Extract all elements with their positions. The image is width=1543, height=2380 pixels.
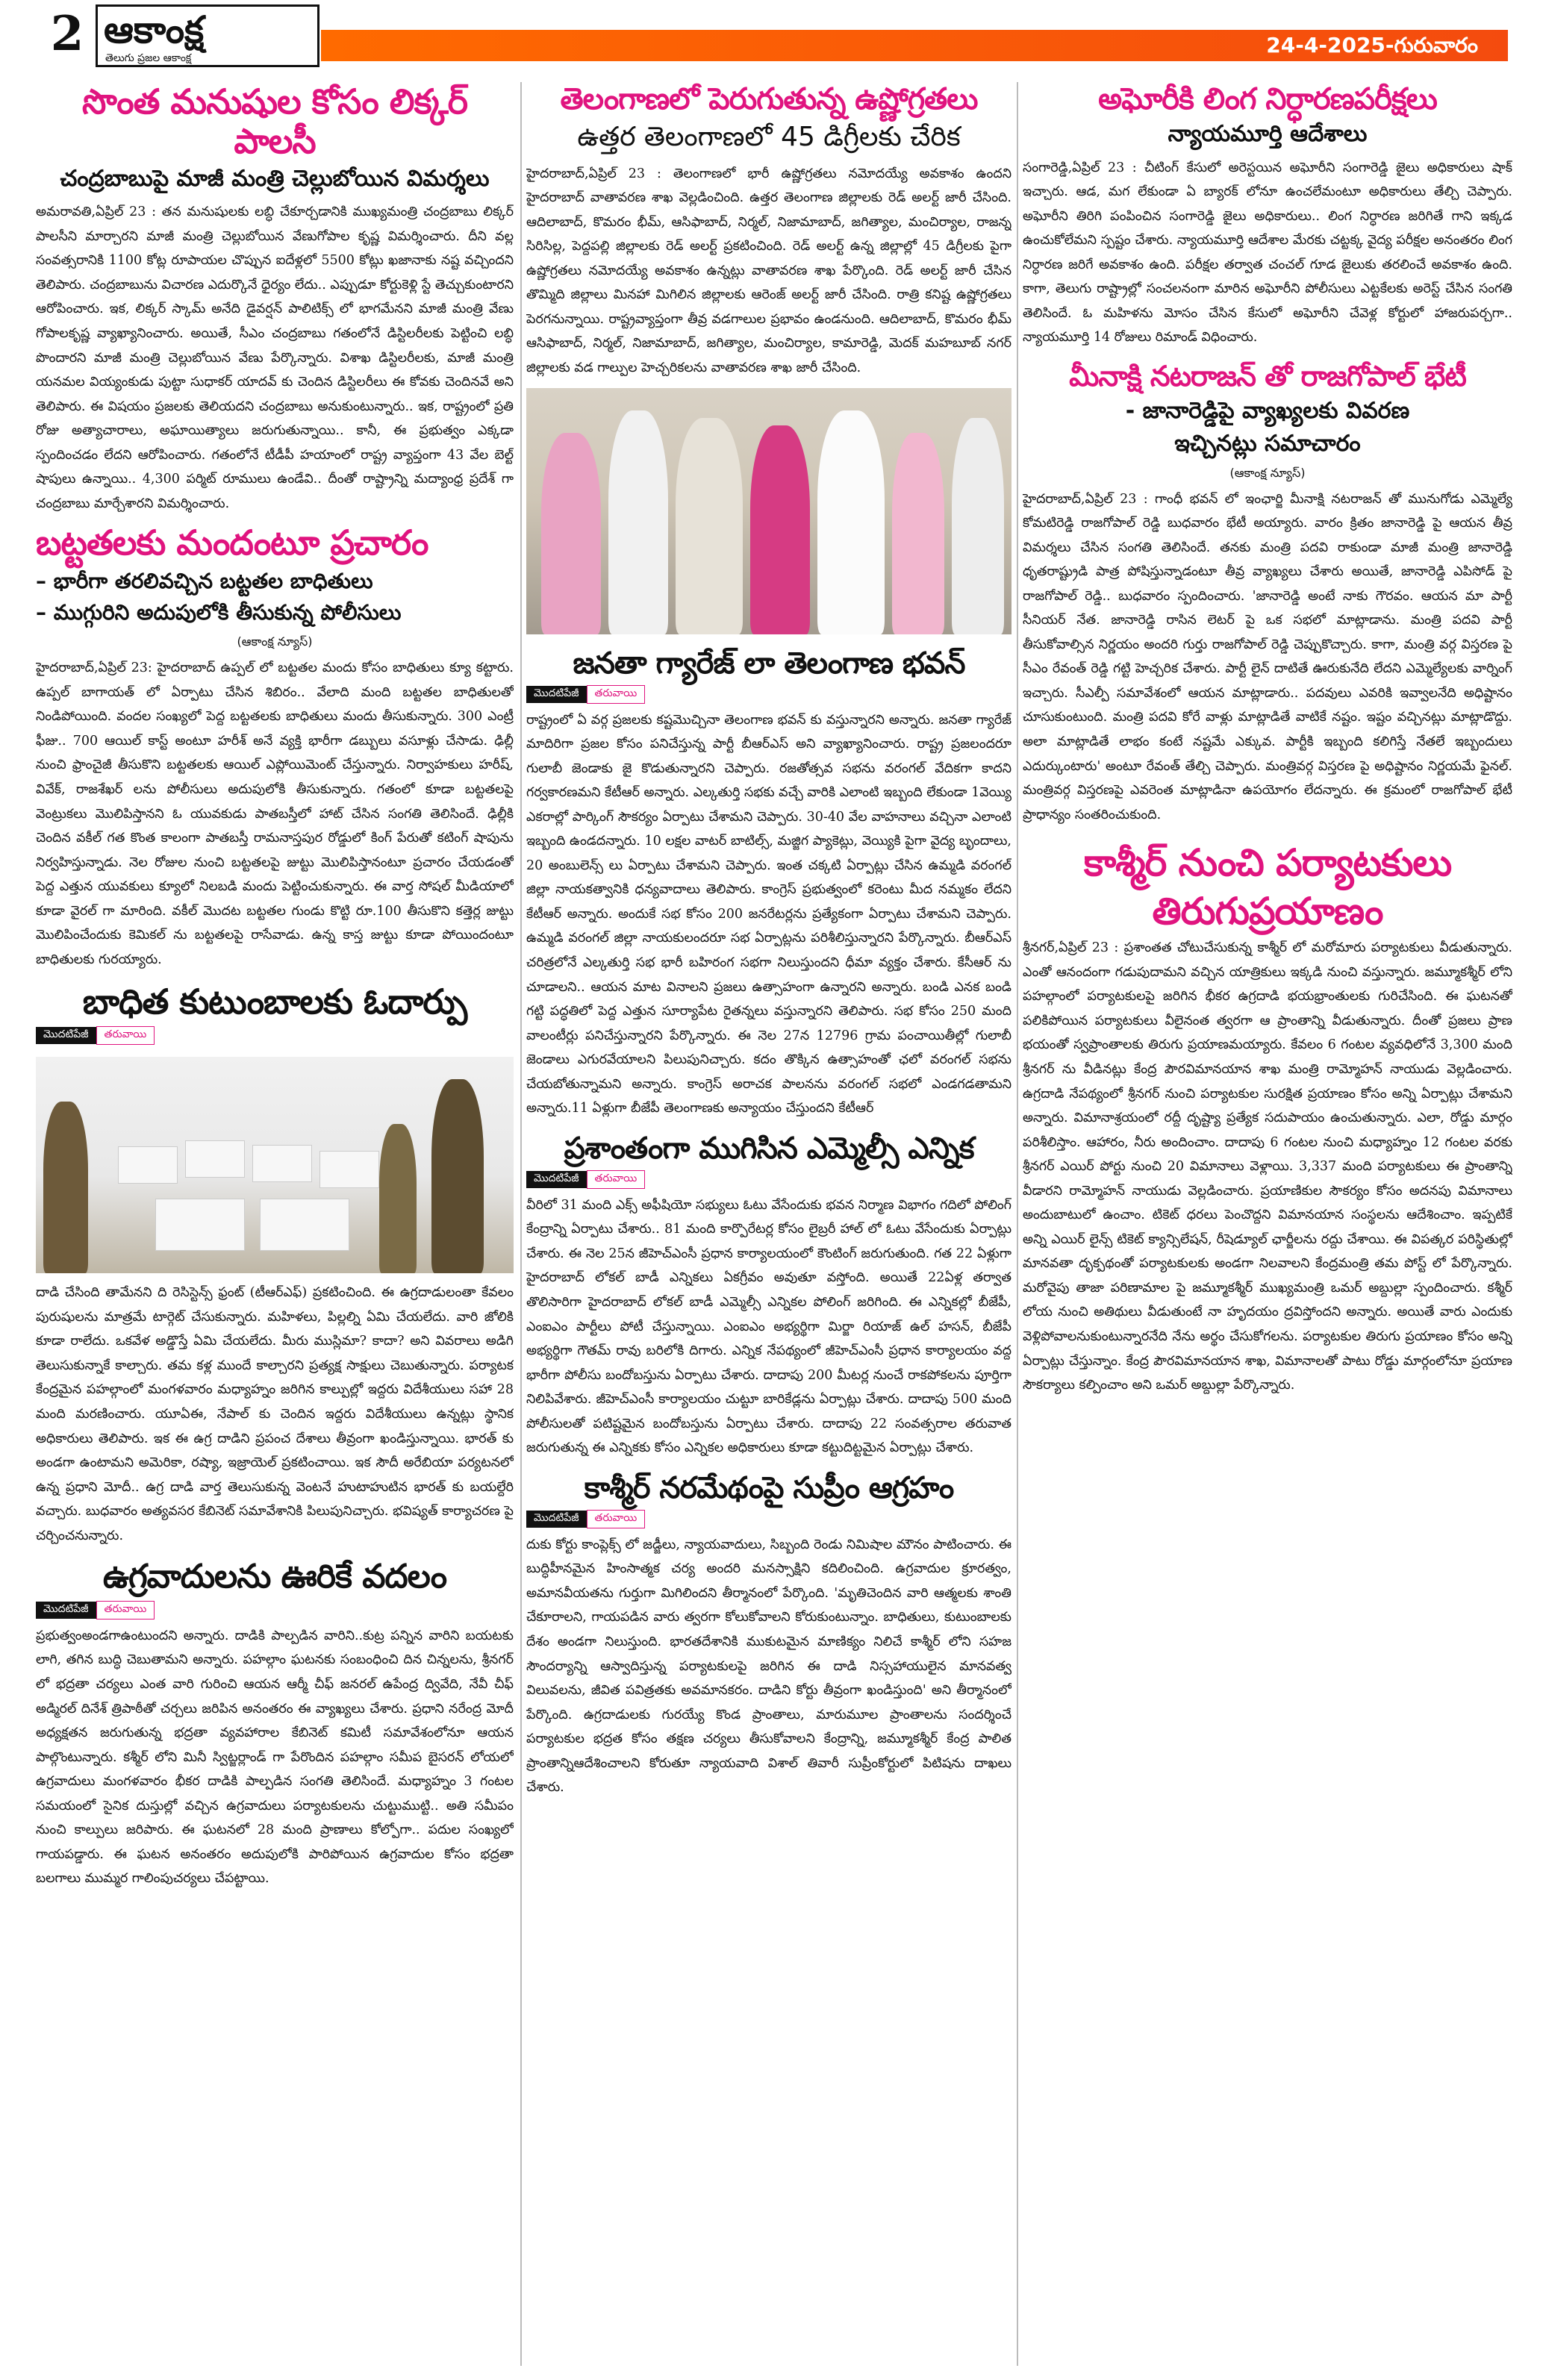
continued-tag	[36, 1026, 155, 1045]
article-body: వీరిలో 31 మంది ఎక్స్ అఫీషియో సభ్యులు ఓటు వేసేందుకు భవన నిర్మాణ విభాగం గదిలో పోలింగ్ కేంద్రాన్ని ఏర్పాటు చేశారు.. 81 మంది కార్పొరేటర్ల కోసం లైబ్రరీ హాల్ లో ఓటు వేసేందుకు ఏర్పాట్లు చేశారు. ఈ నెల 25న జీహెచ్ఎంసీ ప్రధాన కార్యాలయంలో కౌంటింగ్ జరుగుతుంది. గత 22 ఏళ్లుగా హైదరాబాద్ లోకల్ బాడీ ఎన్నికలు ఏకగ్రీవం అవుతూ వస్తోంది. అయితే 22ఏళ్ల తర్వాత తొలిసారిగా హైదరాబాద్ లోకల్ బాడీ ఎమ్మెల్సీ ఎన్నికల పోలింగ్ జరిగింది. ఈ ఎన్నికల్లో బీజేపీ, ఎంఐఎం పార్టీలు పోటీ చేస్తున్నాయి. ఎంఐఎం అభ్యర్థిగా మిర్జా రియాజ్ ఉల్ హసన్, బీజేపీ అభ్యర్థిగా గౌతమ్ రావు బరిలోకి దిగారు. ఎన్నిక నేపథ్యంలో జీహెచ్ఎంసీ ప్రధాన కార్యాలయం వద్ద భారీగా పోలీసు బందోబస్తును ఏర్పాటు చేశారు. దాదాపు 200 మీటర్ల నుంచే రాకపోకలను పూర్తిగా నిలిపివేశారు. జీహెచ్ఎంసీ కార్యాలయం చుట్టూ బారికేడ్లను ఏర్పాట్లు చేశారు. దాదాపు 500 మంది పోలీసులతో పటిష్టమైన బందోబస్తును ఏర్పాటు చేశారు. దాదాపు 22 సంవత్సరాల తరువాత జరుగుతున్న ఈ ఎన్నికకు కోసం ఎన్నికల అధికారులు కూడా కట్టుదిట్టమైన ఏర్పాట్లు చేశారు.	[526, 1197, 1011, 1456]
tribute-photo	[36, 1057, 514, 1273]
article-telangana-heat	[526, 82, 1011, 634]
tag-second: తరువాయి	[96, 1026, 155, 1045]
subhead: చంద్రబాబుపై మాజీ మంత్రి చెల్లుబోయిన విమర్శలు	[60, 165, 490, 192]
headline: సొంత మనుషుల కోసం లిక్కర్ పాలసీ	[81, 82, 468, 161]
coffin-shape	[260, 1199, 349, 1251]
article-janatha-garage	[526, 646, 1011, 1121]
article-body: సంగారెడ్డి,ఏప్రిల్ 23 : చీటింగ్ కేసులో అరెస్టయిన అఘోరీని సంగారెడ్డి జైలు అధికారులు షాక్ ఇచ్చారు. ఆడ, మగ లేకుండా ఏ బ్యారక్ లోనూ ఉంచలేమంటూ అధికారులు తేల్చి చెప్పారు. అఘోరీని తిరిగి పంపించిన సంగారెడ్డి జైలు అధికారులు.. లింగ నిర్ధారణ జరిగితే గాని ఇక్కడ ఉంచుకోలేమని స్పష్టం చేశారు. న్యాయమూర్తి ఆదేశాల మేరకు చట్టక్క వైద్య పరీక్షల అనంతరం లింగ నిర్ధారణ జరిగే అవకాశం ఉంది. పరీక్షల తర్వాత చంచల్ గూడ జైలుకు తరలించే అవకాశం ఉంది. కాగా, తెలుగు రాష్ట్రాల్లో సంచలనంగా మారిన అఘోరీని పోలీసులు ఎట్టకేలకు అరెస్ట్ చేసిన సంగతి తెలిసిందే. ఓ మహిళను మోసం చేసిన కేసులో అఘోరీని చేవెళ్ల కోర్టులో హాజరుపర్చగా.. న్యాయమూర్తి 14 రోజులు రిమాండ్ విధించారు.	[1023, 160, 1512, 346]
subhead: ఉత్తర తెలంగాణలో 45 డిగ్రీలకు చేరిక	[577, 122, 961, 152]
article-mlc-election	[526, 1131, 1011, 1461]
guard-figure	[43, 1102, 88, 1273]
subhead: - జానారెడ్డిపై వ్యాఖ్యలకు వివరణ	[1125, 397, 1410, 424]
headline: బాధిత కుటుంబాలకు ఓదార్పు	[82, 981, 467, 1022]
byline: (ఆకాంక్ష న్యూస్)	[237, 634, 313, 649]
column-left	[36, 82, 514, 2366]
column-divider	[520, 82, 522, 2366]
article-rajagopal-meeting	[1023, 360, 1512, 827]
article-body: ప్రభుత్వంఅండగాఉంటుందని అన్నారు. దాడికి పాల్పడిన వారిని..కుట్ర పన్నిన వారిని బయటకు లాగి, తగిన బుద్ధి చెబుతామని అన్నారు. పహల్గాం ఘటనకు సంబంధించి దిన చిన్నలను, శ్రీనగర్ లో భద్రతా చర్యలు ఎంత వారి గురించి ఆయన ఆర్మీ చీఫ్ జనరల్ ఉపేంద్ర ద్వివేది, నేవీ చీఫ్ అడ్మిరల్ దినేశ్ త్రిపాఠీతో చర్చలు జరిపిన అనంతరం ఈ వ్యాఖ్యలు చేశారు. ప్రధాని నరేంద్ర మోదీ అధ్యక్షతన జరుగుతున్న భద్రతా వ్యవహారాల కేబినెట్ కమిటీ సమావేశంలోనూ ఆయన పాల్గొంటున్నారు. కశ్మీర్ లోని మినీ స్విట్జర్లాండ్ గా పేరొందిన పహల్గాం సమీప బైసరన్ లోయలో ఉగ్రవాదులు మంగళవారం భీకర దాడికి పాల్పడిన సంగతి తెలిసిందే. మధ్యాహ్నం 3 గంటల సమయంలో సైనిక దుస్తుల్లో వచ్చిన ఉగ్రవాదులు పర్యాటకులను చుట్టుముట్టి.. అతి సమీపం నుంచి కాల్పులు జరిపారు. ఈ ఘటనలో 28 మంది ప్రాణాలు కోల్పోగా.. పదుల సంఖ్యలో గాయపడ్డారు. ఈ ఘటన అనంతరం అదుపులోకి పారిపోయిన ఉగ్రవాదుల కోసం భద్రతా బలగాలు ముమ్మర గాలింపుచర్యలు చేపట్టాయి.	[36, 1628, 514, 1887]
column-right	[1023, 82, 1512, 2366]
person-figure	[952, 418, 1004, 634]
headline: అఘోరీకి లింగ నిర్ధారణపరీక్షలు	[1098, 82, 1437, 116]
header-band	[321, 30, 1508, 61]
logo-text: ఆకాంక్ష	[104, 8, 205, 51]
article-body: అమరావతి,ఏప్రిల్ 23 : తన మనుషులకు లబ్ధి చేకూర్చడానికి ముఖ్యమంత్రి చంద్రబాబు లిక్కర్ పాలసీని మార్చారని మాజీ మంత్రి చెల్లుబోయిన వేణుగోపాల కృష్ణ విమర్శించారు. దీని వల్ల సంవత్సరానికి 1100 కోట్ల రూపాయల చొప్పున ఐదేళ్లలో 5500 కోట్లు ఖజానాకు నష్ట వచ్చిందని తెలిపారు. చంద్రబాబును విచారణ ఎదుర్కొనే ధైర్యం లేదు.. ఎప్పుడూ కోర్టుకెళ్లి స్టే తెచ్చుకుంటారని ఆరోపించారు. ఇక, లిక్కర్ స్కామ్ అనేది డైవర్షన్ పాలిటిక్స్ లో భాగమేనని మాజీ మంత్రి వేణు గోపాలకృష్ణ వ్యాఖ్యానించారు. అయితే, సీఎం చంద్రబాబు గతంలోనే డిస్టిలరీలకు పెట్టించి లబ్ధి పొందారని మాజీ మంత్రి చెల్లుబోయిన వేణు పేర్కొన్నారు. విశాఖ డిస్టిలరీలకు, మాజీ మంత్రి యనమల వియ్యంకుడు పుట్టా సుధాకర్ యాదవ్ కు చెందిన డిస్టిలరీలు ఈ కోవకు చెందినవే అని తెలిపారు. ఈ విషయం ప్రజలకు తెలియదని చంద్రబాబు అనుకుంటున్నారు.. ఇక, రాష్ట్రంలో ప్రతి రోజు అత్యాచారాలు, అఘాయిత్యాలు జరుగుతున్నాయి.. కానీ, ఈ ప్రభుత్వం ఎక్కడా స్పందించడం లేదని ఆరోపించారు. గతంలోనే టీడీపీ హయాంలో రాష్ట్ర వ్యాప్తంగా 43 వేల బెల్ట్ షాపులు ఉన్నాయి.. 4,300 పర్మిట్ రూములు ఉండేవి.. దీంతో రాష్ట్రాన్ని మద్యాంధ్ర ప్రదేశ్ గా చంద్రబాబు మార్చేశారని విమర్శించారు.	[36, 204, 514, 511]
person-figure	[541, 433, 601, 634]
person-figure	[608, 410, 668, 634]
event-photo	[526, 388, 1011, 634]
bullet-item: – ముగ్గురిని అదుపులోకి తీసుకున్న పోలీసులు	[36, 597, 514, 628]
tag-first: మొదటిపేజీ	[526, 1511, 587, 1528]
coffin-shape	[118, 1146, 178, 1184]
bullet-item: – భారీగా తరలివచ్చిన బట్టతల బాధితులు	[36, 566, 514, 597]
tag-second: తరువాయి	[587, 685, 646, 704]
continued-tag	[526, 1510, 645, 1528]
article-body: దుకు కోర్టు కాంప్లెక్స్ లో జడ్జీలు, న్యాయవాదులు, సిబ్బంది రెండు నిమిషాల మౌనం పాటించారు. ఈ బుద్ధిహీనమైన హింసాత్మక చర్య అందరి మనస్సాక్షిని కదిలించింది. ఉగ్రవాదుల క్రూరత్వం, అమానవీయతను గుర్తుగా మిగిలిందని తీర్మానంలో పేర్కొంది. 'మృతిచెందిన వారి ఆత్మలకు శాంతి చేకూరాలని, గాయపడిన వారు త్వరగా కోలుకోవాలని కోరుకుంటున్నాం. బాధితులు, కుటుంబాలకు దేశం అండగా నిలుస్తుంది. భారతదేశానికి ముకుటమైన మాణిక్యం నిలిచే కాశ్మీర్ లోని సహజ సౌందర్యాన్ని ఆస్వాదిస్తున్న పర్యాటకులపై జరిగిన ఈ దాడి నిస్సహాయులైన మానవత్వ విలువలను, జీవిత పవిత్రతకు అవమానకరం. దాడిని కోర్టు తీవ్రంగా ఖండిస్తుంది' అని తీర్మానంలో పేర్కొంది. ఉగ్రదాడులకు గురయ్యే కొండ ప్రాంతాలు, మారుమూల ప్రాంతాలను సందర్శించే పర్యాటకుల భద్రత కోసం తక్షణ చర్యలు తీసుకోవాలని కేంద్రాన్ని, జమ్మూకశ్మీర్ కేంద్ర పాలిత ప్రాంతాన్నిఆదేశించాలని కోరుతూ న్యాయవాది విశాల్ తివారీ సుప్రీంకోర్టులో పిటిషను దాఖలు చేశారు.	[526, 1537, 1011, 1796]
article-liquor-policy	[36, 82, 514, 516]
article-victim-families	[36, 982, 514, 1548]
tag-first: మొదటిపేజీ	[36, 1602, 96, 1619]
person-figure	[676, 418, 743, 634]
coffin-shape	[185, 1140, 245, 1178]
subhead: ఇచ్చినట్లు సమాచారం	[1174, 431, 1361, 457]
bullet-list	[36, 566, 514, 628]
article-body: దాడి చేసింది తామేనని ది రెసిస్టెన్స్ ఫ్రంట్ (టీఆర్ఎఫ్) ప్రకటించింది. ఈ ఉగ్రదాడులంతా కేవలం పురుషులను మాత్రమే టార్గెట్ చేసుకున్నారు. మహిళలు, పిల్లల్ని ఏమి చేయలేదు. వారి జోలికి కూడా రాలేదు. ఒకవేళ అడ్డొస్తే ఏమి చేయలేదు. మీరు ముస్లిమా? కాదా? అని వివరాలు అడిగి తెలుసుకున్నాకే కాల్చారు. తమ కళ్ల ముందే కాల్చారని ప్రత్యక్ష సాక్షులు చెబుతున్నారు. పర్యాటక కేంద్రమైన పహల్గాంలో మంగళవారం మధ్యాహ్నం జరిగిన కాల్పుల్లో ఇద్దరు విదేశీయులు సహా 28 మంది మరణించారు. యూఏఈ, నేపాల్ కు చెందిన ఇద్దరు విదేశీయులు ఉన్నట్లు స్థానిక అధికారులు తెలిపారు. ఇక ఈ ఉగ్ర దాడిని ప్రపంచ దేశాలు తీవ్రంగా ఖండిస్తున్నాయి. భారత్ కు అండగా ఉంటామని అమెరికా, రష్యా, ఇజ్రాయెల్ ప్రకటించాయి. ఇక సౌదీ అరేబియా పర్యటనలో ఉన్న ప్రధాని మోదీ.. ఉగ్ర దాడి వార్త తెలుసుకున్న వెంటనే హుటాహుటిన భారత్ కు బయల్దేరి వచ్చారు. బుధవారం అత్యవసర కేబినెట్ సమావేశానికి పిలుపునిచ్చారు. భవిష్యత్ కార్యాచరణ పై చర్చించనున్నారు.	[36, 1285, 514, 1543]
headline: కాశ్మీర్ నుంచి పర్యాటకులు తిరుగుప్రయాణం	[1083, 841, 1452, 934]
person-figure	[892, 433, 944, 634]
tag-second: తరువాయి	[587, 1510, 646, 1528]
coffin-shape	[252, 1145, 312, 1182]
person-figure	[750, 425, 810, 634]
article-body: రాష్ట్రంలో ఏ వర్గ ప్రజలకు కష్టమొచ్చినా తెలంగాణ భవన్ కు వస్తున్నారని అన్నారు. జనతా గ్యారేజ్ మాదిరిగా ప్రజల కోసం పనిచేస్తున్న పార్టీ బీఆర్ఎస్ అని వ్యాఖ్యానించారు. రాష్ట్ర ప్రజలందరూ గులాబీ జెండాకు జై కొడుతున్నారని చెప్పారు. రజతోత్సవ సభను వరంగల్ వేదికగా కాదని గర్వకారణమని కేటీఆర్ అన్నారు. ఎల్కతుర్తి సభకు వచ్చే వారికి ఎలాంటి ఇబ్బంది లేకుండా 1వెయ్యి ఎకరాల్లో పార్కింగ్ సౌకర్యం ఏర్పాటు చేశామని చెప్పారు. 30-40 వేల వాహనాలు వచ్చినా ఎలాంటి ఇబ్బంది ఉండదన్నారు. 10 లక్షల వాటర్ బాటిల్స్, మజ్జిగ ప్యాకెట్లు, వెయ్యికి పైగా వైద్య బృందాలు, 20 అంబులెన్స్ లు ఏర్పాటు చేశామని చెప్పారు. ఇంత చక్కటి ఏర్పాట్లు చేసిన ఉమ్మడి వరంగల్ జిల్లా నాయకత్వానికి ధన్యవాదాలు తెలిపారు. కాంగ్రెస్ ప్రభుత్వంలో కరెంటు మీద నమ్మకం లేదని కేటీఆర్ అన్నారు. అందుకే సభ కోసం 200 జనరేటర్లను ప్రత్యేకంగా ఏర్పాటు చేశామని చెప్పారు. ఉమ్మడి వరంగల్ జిల్లా నాయకులందరూ సభ ఏర్పాట్లను పరిశీలిస్తున్నారని పేర్కొన్నారు. బీఆర్ఎస్ చరిత్రలోనే ఎల్కతుర్తి సభ భారీ బహిరంగ సభగా నిలుస్తుందని ధీమా వ్యక్తం చేశారు. కేసీఆర్ ను చూడాలని.. ఆయన మాట వినాలని ప్రజలు ఉత్సాహంగా ఉన్నారని అన్నారు. బండి ఎనక బండి గట్టి పద్ధతిలో పెద్ద ఎత్తున సూర్యాపేట రైతన్నలు వస్తున్నారని తెలిపారు. సభ కోసం 250 మంది వాలంటీర్లు పనిచేస్తున్నారని పేర్కొన్నారు. ఈ నెల 27న 12796 గ్రామ పంచాయితీల్లో గులాబీ జెండాలు ఎగురవేయాలని పిలుపునిచ్చారు. కదం తొక్కిన ఉత్సాహంతో ఛలో వరంగల్ సభను చేయబోతున్నామని అన్నారు. కాంగ్రెస్ అరాచక పాలనను వరంగల్ సభలో ఎండగడతామని అన్నారు.11 ఏళ్లుగా బీజేపీ తెలంగాణకు అన్యాయం చేస్తుందని కేటీఆర్	[526, 712, 1011, 1116]
headline: కాశ్మీర్ నరమేథంపై సుప్రీం ఆగ్రహం	[584, 1470, 954, 1505]
article-body: హైదరాబాద్,ఏప్రిల్ 23: హైదరాబాద్ ఉప్పల్ లో బట్టతల మందు కోసం బాధితులు క్యూ కట్టారు. ఉప్పల్ బాగాయత్ లో ఏర్పాటు చేసిన శిబిరం.. వేలాది మంది బట్టతల బాధితులతో నిండిపోయింది. వందల సంఖ్యలో పెద్ద బట్టతలకు బాధితులు మందు తీసుకున్నారు. 300 ఎంట్రీ ఫీజు.. 700 ఆయిల్ కాస్ట్ అంటూ హరీశ్ అనే వ్యక్తి భారీగా డబ్బులు వసూళ్లు చేసాడు. ఢిల్లీ నుంచి ఫ్రాంచైజీ తీసుకొని బట్టతలకు ఆయిల్ ఎప్లోయిమెంట్ చేస్తున్నారు. నిర్వాహకులు హరీష్, వివేక్, రాజశేఖర్ లను పోలీసులు అదుపులోకి తీసుకున్నారు. గతంలో కూడా బట్టతలపై వెంట్రుకలు మొలిపిస్తానని ఓ యువకుడు పాతబస్తీలో హాట్ చేసిన సంగతి తెలిసిందే. ఢిల్లీకి చెందిన వకీల్ గత కొంత కాలంగా పాతబస్తీ రామనాస్తపుర రోడ్డులో కింగ్ పేరుతో కటింగ్ షాపును నిర్వహిస్తున్నాడు. నెల రోజుల నుంచి బట్టతలపై జుట్టు మొలిపిస్తానంటూ ప్రచారం చేయడంతో పెద్ద ఎత్తున యువకులు క్యూలో నిలబడి మందు పెట్టించుకున్నారు. ఈ వార్త సోషల్ మీడియాలో కూడా వైరల్ గా మారింది. వకీల్ మొదట బట్టతల గుండు కొట్టి రూ.100 తీసుకొని కత్తెర్ల జుట్టు మొలిపించేందుకు కెమికల్ ను బట్టతలపై రాసేవాడు. ఉన్న కాస్త జుట్టు కూడా పోయిందంటూ బాధితులకు గురయ్యారు.	[36, 660, 514, 967]
masthead	[0, 0, 1543, 69]
person-figure	[817, 410, 885, 634]
headline: ప్రశాంతంగా ముగిసిన ఎమ్మెల్సీ ఎన్నిక	[564, 1131, 974, 1166]
headline: తెలంగాణలో పెరుగుతున్న ఉష్ణోగ్రతలు	[560, 82, 978, 116]
logo-tagline: తెలుగు ప్రజల ఆకాంక్ష	[105, 52, 192, 64]
article-kashmir-tourists	[1023, 839, 1512, 1397]
headline: జనతా గ్యారేజ్ లా తెలంగాణ భవన్	[573, 646, 965, 681]
subhead: న్యాయమూర్తి ఆదేశాలు	[1168, 121, 1368, 147]
tag-second: తరువాయి	[96, 1601, 155, 1620]
article-baldness-remedy	[36, 523, 514, 972]
article-terrorists-warning	[36, 1558, 514, 1891]
article-supreme-court	[526, 1471, 1011, 1800]
continued-tag	[36, 1601, 155, 1620]
continued-tag	[526, 685, 645, 704]
coffin-shape	[319, 1151, 379, 1188]
coffin-shape	[155, 1199, 245, 1251]
page-number: 2	[50, 6, 84, 62]
guard-figure	[431, 1079, 484, 1273]
guard-figure	[379, 1124, 417, 1273]
byline: (ఆకాంక్ష న్యూస్)	[1229, 465, 1306, 480]
tag-first: మొదటిపేజీ	[36, 1027, 96, 1044]
tag-first: మొదటిపేజీ	[526, 1171, 587, 1188]
article-body: శ్రీనగర్,ఏప్రిల్ 23 : ప్రశాంతత చోటుచేసుకున్న కాశ్మీర్ లో మరోమారు పర్యాటకులు వీడుతున్నారు. ఎంతో ఆనందంగా గడుపుదామని వచ్చిన యాత్రికులు ఇక్కడి నుంచి వస్తున్నారు. జమ్మూకశ్మీర్ లోని పహల్గాంలో పర్యాటకులపై జరిగిన భీకర ఉగ్రదాడి భయభ్రాంతులకు గురిచేసింది. ఈ ఘటనతో పలికిపోయిన పర్యాటకులు వీలైనంత త్వరగా ఆ ప్రాంతాన్ని వీడుతున్నారు. దీంతో ప్రజలు ప్రాణ భయంతో స్వప్రాంతాలకు తిరుగు ప్రయాణమయ్యారు. కేవలం 6 గంటల వ్యవధిలోనే 3,300 మంది శ్రీనగర్ ను వీడినట్లు కేంద్ర పౌరవిమానయాన శాఖ మంత్రి రామ్మోహన్ నాయుడు వెల్లడించారు. ఉగ్రదాడి నేపథ్యంలో శ్రీనగర్ నుంచి పర్యాటకుల సురక్షిత ప్రయాణం కోసం అన్ని ఏర్పాట్లు చేశామని అన్నారు. విమానాశ్రయంలో రద్దీ దృష్ట్యా ప్రత్యేక సదుపాయం ఉంచుతున్నారు. ఎలా, రోడ్డు మార్గం పరిశీలిస్తాం. ఆహారం, నీరు అందించాం. దాదాపు 6 గంటల నుంచి మధ్యాహ్నం 12 గంటల వరకు శ్రీనగర్ ఎయిర్ పోర్టు నుంచి 20 విమానాలు వెళ్లాయి. 3,337 మంది పర్యాటకులు ఈ ప్రాంతాన్ని వీడారని రామ్మోహన్ నాయుడు వెల్లడించారు. ప్రయాణికుల సౌకర్యం కోసం అదనపు విమానాలు అందుబాటులో ఉంచాం. టికెట్ ధరలు పెంచొద్దని విమానయాన సంస్థలను ఆదేశించాం. ఇప్పటికే అన్ని ఎయిర్ లైన్స్ టికెట్ క్యాన్సిలేషన్, రీషెడ్యూల్ ఛార్జీలను రద్దు చేశాయి. ఈ విపత్కర పరిస్థితుల్లో మానవతా దృక్పథంతో పర్యాటకులకు అండగా నిలవాలని కేంద్రమంత్రి తమ పోస్ట్ లో పేర్కొన్నారు. మరోవైపు తాజా పరిణామాల పై జమ్మూకశ్మీర్ ముఖ్యమంత్రి ఒమర్ అబ్దుల్లా స్పందించారు. కశ్మీర్ లోయ నుంచి అతిథులు వీడుతుంటే నా హృదయం ద్రవిస్తోందని అన్నారు. అయితే వారు ఎందుకు వెళ్లిపోవాలనుకుంటున్నారనేది నేను అర్థం చేసుకోగలను. పర్యాటకుల తిరుగు ప్రయాణం కోసం అన్ని ఏర్పాట్లు చేస్తున్నాం. కేంద్ర పౌరవిమానయాన శాఖ, విమానాలతో పాటు రోడ్డు మార్గంలోనూ ప్రయాణ సౌకర్యాలు కల్పించాం అని ఒమర్ అబ్దుల్లా పేర్కొన్నారు.	[1023, 940, 1512, 1393]
tag-second: తరువాయి	[587, 1170, 646, 1189]
headline: ఉగ్రవాదులను ఊరికే వదలం	[102, 1558, 447, 1596]
headline: మీనాక్షి నటరాజన్ తో రాజగోపాల్ భేటీ	[1069, 359, 1466, 393]
continued-tag	[526, 1170, 645, 1189]
article-body: హైదరాబాద్,ఏప్రిల్ 23 : తెలంగాణలో భారీ ఉష్ణోగ్రతలు నమోదయ్యే అవకాశం ఉందని హైదరాబాద్ వాతావరణ శాఖ వెల్లడించింది. ఉత్తర తెలంగాణ జిల్లాలకు రెడ్ అలర్ట్ జారీ చేసింది. ఆదిలాబాద్, కొమరం భీమ్, ఆసిఫాబాద్, నిర్మల్, నిజామాబాద్, జగిత్యాల, మంచిర్యాల, రాజన్న సిరిసిల్ల, పెద్దపల్లి జిల్లాలకు రెడ్ అలర్ట్ ప్రకటించింది. రెడ్ అలర్ట్ ఉన్న జిల్లాల్లో 45 డిగ్రీలకు పైగా ఉష్ణోగ్రతలు నమోదయ్యే అవకాశం ఉన్నట్లు వాతావరణ శాఖ పేర్కొంది. రెడ్ అలర్ట్ జారీ చేసిన తొమ్మిది జిల్లాలు మినహా మిగిలిన జిల్లాలకు ఆరెంజ్ అలర్ట్ జారీ చేసింది. రాత్రి కనిష్ట ఉష్ణోగ్రతలు పెరగనున్నాయి. రాష్ట్రవ్యాప్తంగా తీవ్ర వడగాలుల ప్రభావం ఉండనుంది. ఆదిలాబాద్, కొమరం భీమ్ ఆసిఫాబాద్, నిర్మల్, నిజామాబాద్, జగిత్యాల, మంచిర్యాల, కామారెడ్డి, మెదక్ మహబూబ్ నగర్ జిల్లాలకు వడ గాల్పుల హెచ్చరికలను వాతావరణ శాఖ జారీ చేసింది.	[526, 166, 1011, 375]
column-divider	[1017, 82, 1018, 2366]
headline: బట్టతలకు మందంటూ ప్రచారం	[36, 522, 428, 563]
issue-date: 24-4-2025-గురువారం	[1266, 33, 1478, 57]
article-body: హైదరాబాద్,ఏప్రిల్ 23 : గాంధీ భవన్ లో ఇంఛార్జి మీనాక్షి నటరాజన్ తో మునుగోడు ఎమ్మెల్యే కోమటిరెడ్డి రాజగోపాల్ రెడ్డి బుధవారం భేటీ అయ్యారు. వారం క్రితం జానారెడ్డి పై ఆయన తీవ్ర విమర్శలు చేసిన సంగతి తెలిసిందే. తనకు మంత్రి పదవి రాకుండా మాజీ మంత్రి జానారెడ్డి ధృతరాష్ట్రుడి పాత్ర పోషిస్తున్నాడంటూ తీవ్ర వ్యాఖ్యలు చేశారు అయితే, జానారెడ్డి ఎపిసోడ్ పై రాజగోపాల్ రెడ్డి.. బుధవారం స్పందించారు. 'జానారెడ్డి అంటే నాకు గౌరవం. ఆయన మా పార్టీ సీనియర్ నేత. జానారెడ్డి రాసిన లెటర్ పై ఒక సభలో మాట్లాడాను. మంత్రి పదవి పార్టీ తీసుకోవాల్సిన నిర్ణయం అందరి గుర్తు రాజగోపాల్ రెడ్డి చెప్పుకొచ్చారు. కాగా, మంత్రి వర్గ విస్తరణ పై సీఎం రేవంత్ రెడ్డి గట్టి హెచ్చరిక చేశారు. పార్టీ లైన్ దాటితే ఊరుకునేది లేదని ఎమ్మెల్యేలకు వార్నింగ్ ఇచ్చారు. సీఎల్పీ సమావేశంలో ఆయన మాట్లాడారు.. పదవులు ఎవరికి ఇవ్వాలనేది అధిష్టానం చూసుకుంటుంది. మంత్రి పదవి కోరే వాళ్లు మాట్లాడితే వాటికే నష్టం. ఇష్టం వచ్చినట్లు మాట్లాడొద్దు. అలా మాట్లాడితే లాభం కంటే నష్టమే ఎక్కువ. పార్టీకి ఇబ్బంది కలిగిస్తే నేతలే ఇబ్బందులు ఎదుర్కుంటారు' అంటూ రేవంత్ తేల్చి చెప్పారు. మంత్రివర్గ విస్తరణ పై అధిష్టానం నిర్ణయమే ఫైనల్. మంత్రివర్గ విస్తరణపై ఎవరెంత మాట్లాడినా ఉపయోగం లేదన్నారు. ఈ క్రమంలో రాజగోపాల్ భేటీ ప్రాధాన్యం సంతరించుకుంది.	[1023, 491, 1512, 822]
newspaper-logo	[96, 4, 319, 67]
column-middle	[526, 82, 1011, 2366]
tag-first: మొదటిపేజీ	[526, 686, 587, 703]
article-aghori-tests	[1023, 82, 1512, 350]
